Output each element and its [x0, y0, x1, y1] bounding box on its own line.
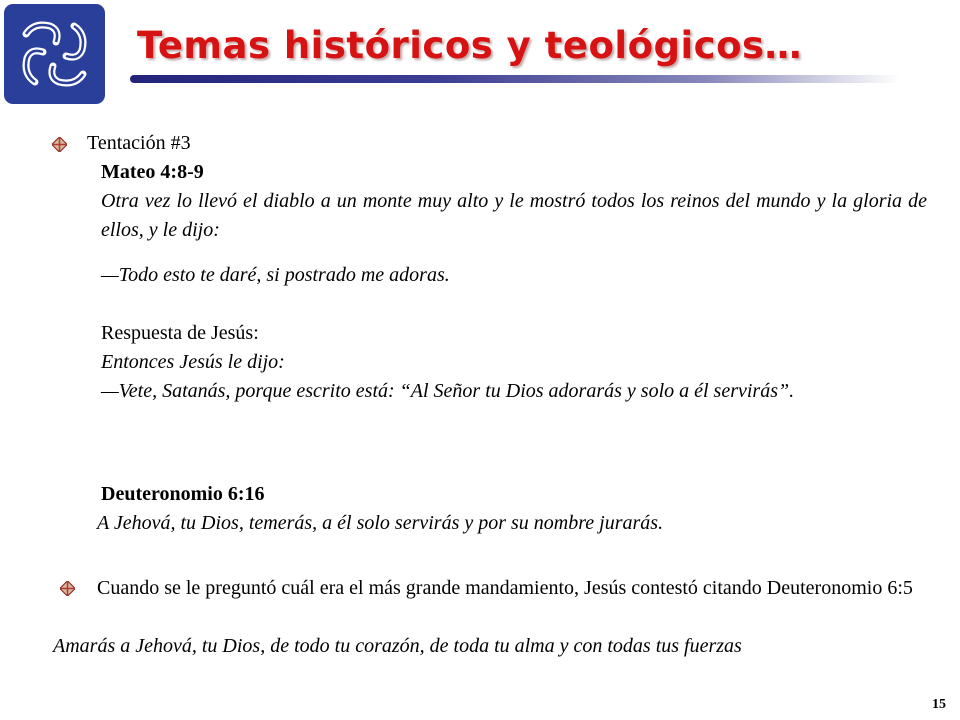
bullet-label-temptation: Tentación #3 [87, 132, 191, 154]
scripture-reference-2: Deuteronomio 6:16 [101, 483, 265, 505]
response-label: Respuesta de Jesús: [101, 322, 259, 344]
response-quote: —Vete, Satanás, porque escrito está: “Al Señor tu Dios adorarás y solo a él servirás”. [101, 380, 795, 402]
response-intro: Entonces Jesús le dijo: [101, 351, 285, 373]
scripture-reference: Mateo 4:8-9 [101, 161, 204, 183]
logo-icon [4, 4, 105, 104]
scripture-quote: Otra vez lo llevó el diablo a un monte muy alto y le mostró todos los reinos del mundo y la gloria de ellos, y le dijo: [101, 190, 927, 241]
commandment-quote: Amarás a Jehová, tu Dios, de todo tu corazón, de toda tu alma y con todas tus fuerzas [53, 635, 742, 657]
scripture-quote-2: A Jehová, tu Dios, temerás, a él solo servirás y por su nombre jurarás. [97, 512, 664, 534]
scripture-quote-line: —Todo esto te daré, si postrado me adoras. [101, 264, 450, 286]
title-underline-bar [130, 75, 900, 83]
diamond-bullet-icon [52, 137, 67, 152]
diamond-bullet-icon [60, 581, 75, 596]
bullet-text-commandment: Cuando se le preguntó cuál era el más grande mandamiento, Jesús contestó citando Deuteronomio 6:5 [97, 577, 913, 599]
slide-title: Temas históricos y teológicos… [137, 24, 803, 67]
page-number: 15 [932, 697, 946, 712]
